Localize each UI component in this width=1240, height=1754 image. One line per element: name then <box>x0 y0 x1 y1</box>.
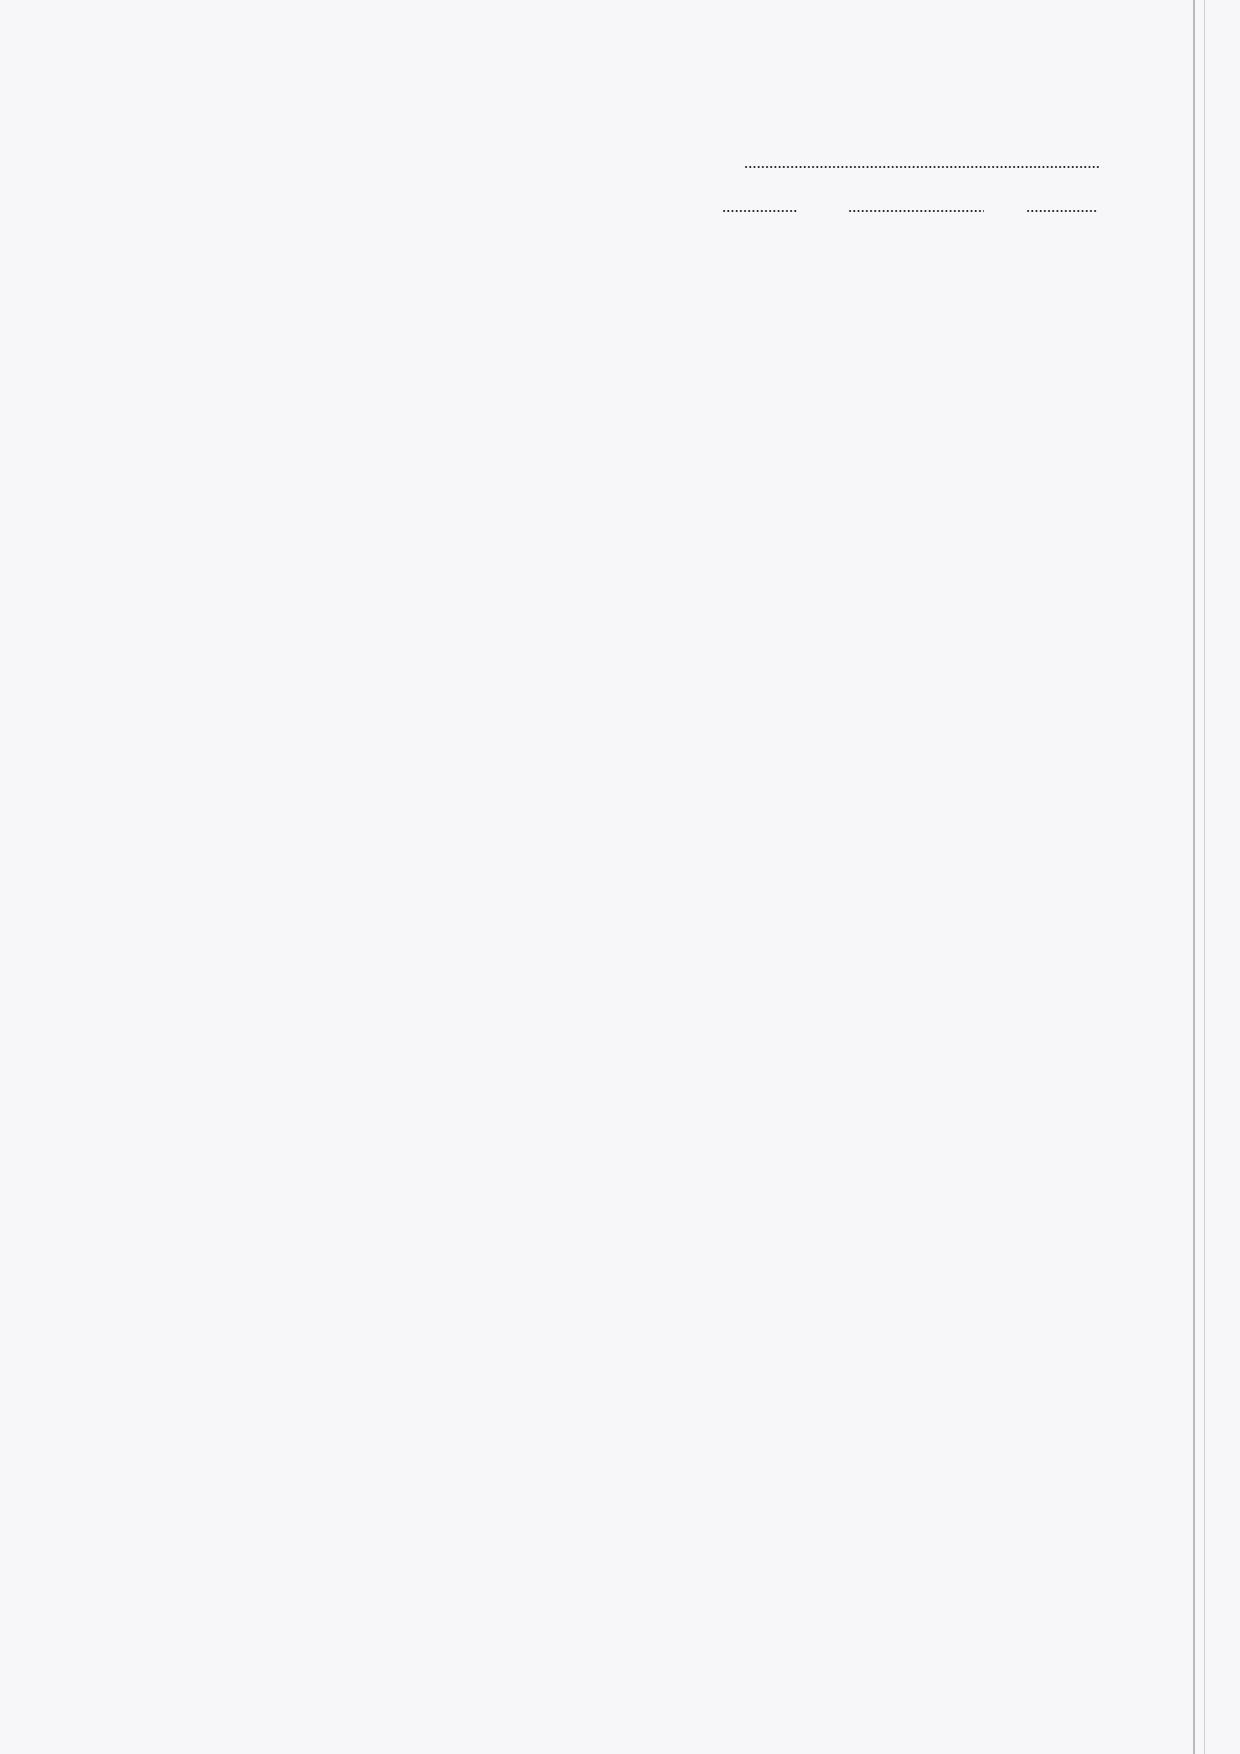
date-day-field[interactable] <box>722 210 798 212</box>
page-edge <box>1204 0 1205 1754</box>
date-month-field[interactable] <box>848 210 984 212</box>
written-at-field[interactable] <box>744 166 1100 168</box>
page-edge <box>1193 0 1195 1754</box>
date-year-field[interactable] <box>1026 210 1098 212</box>
